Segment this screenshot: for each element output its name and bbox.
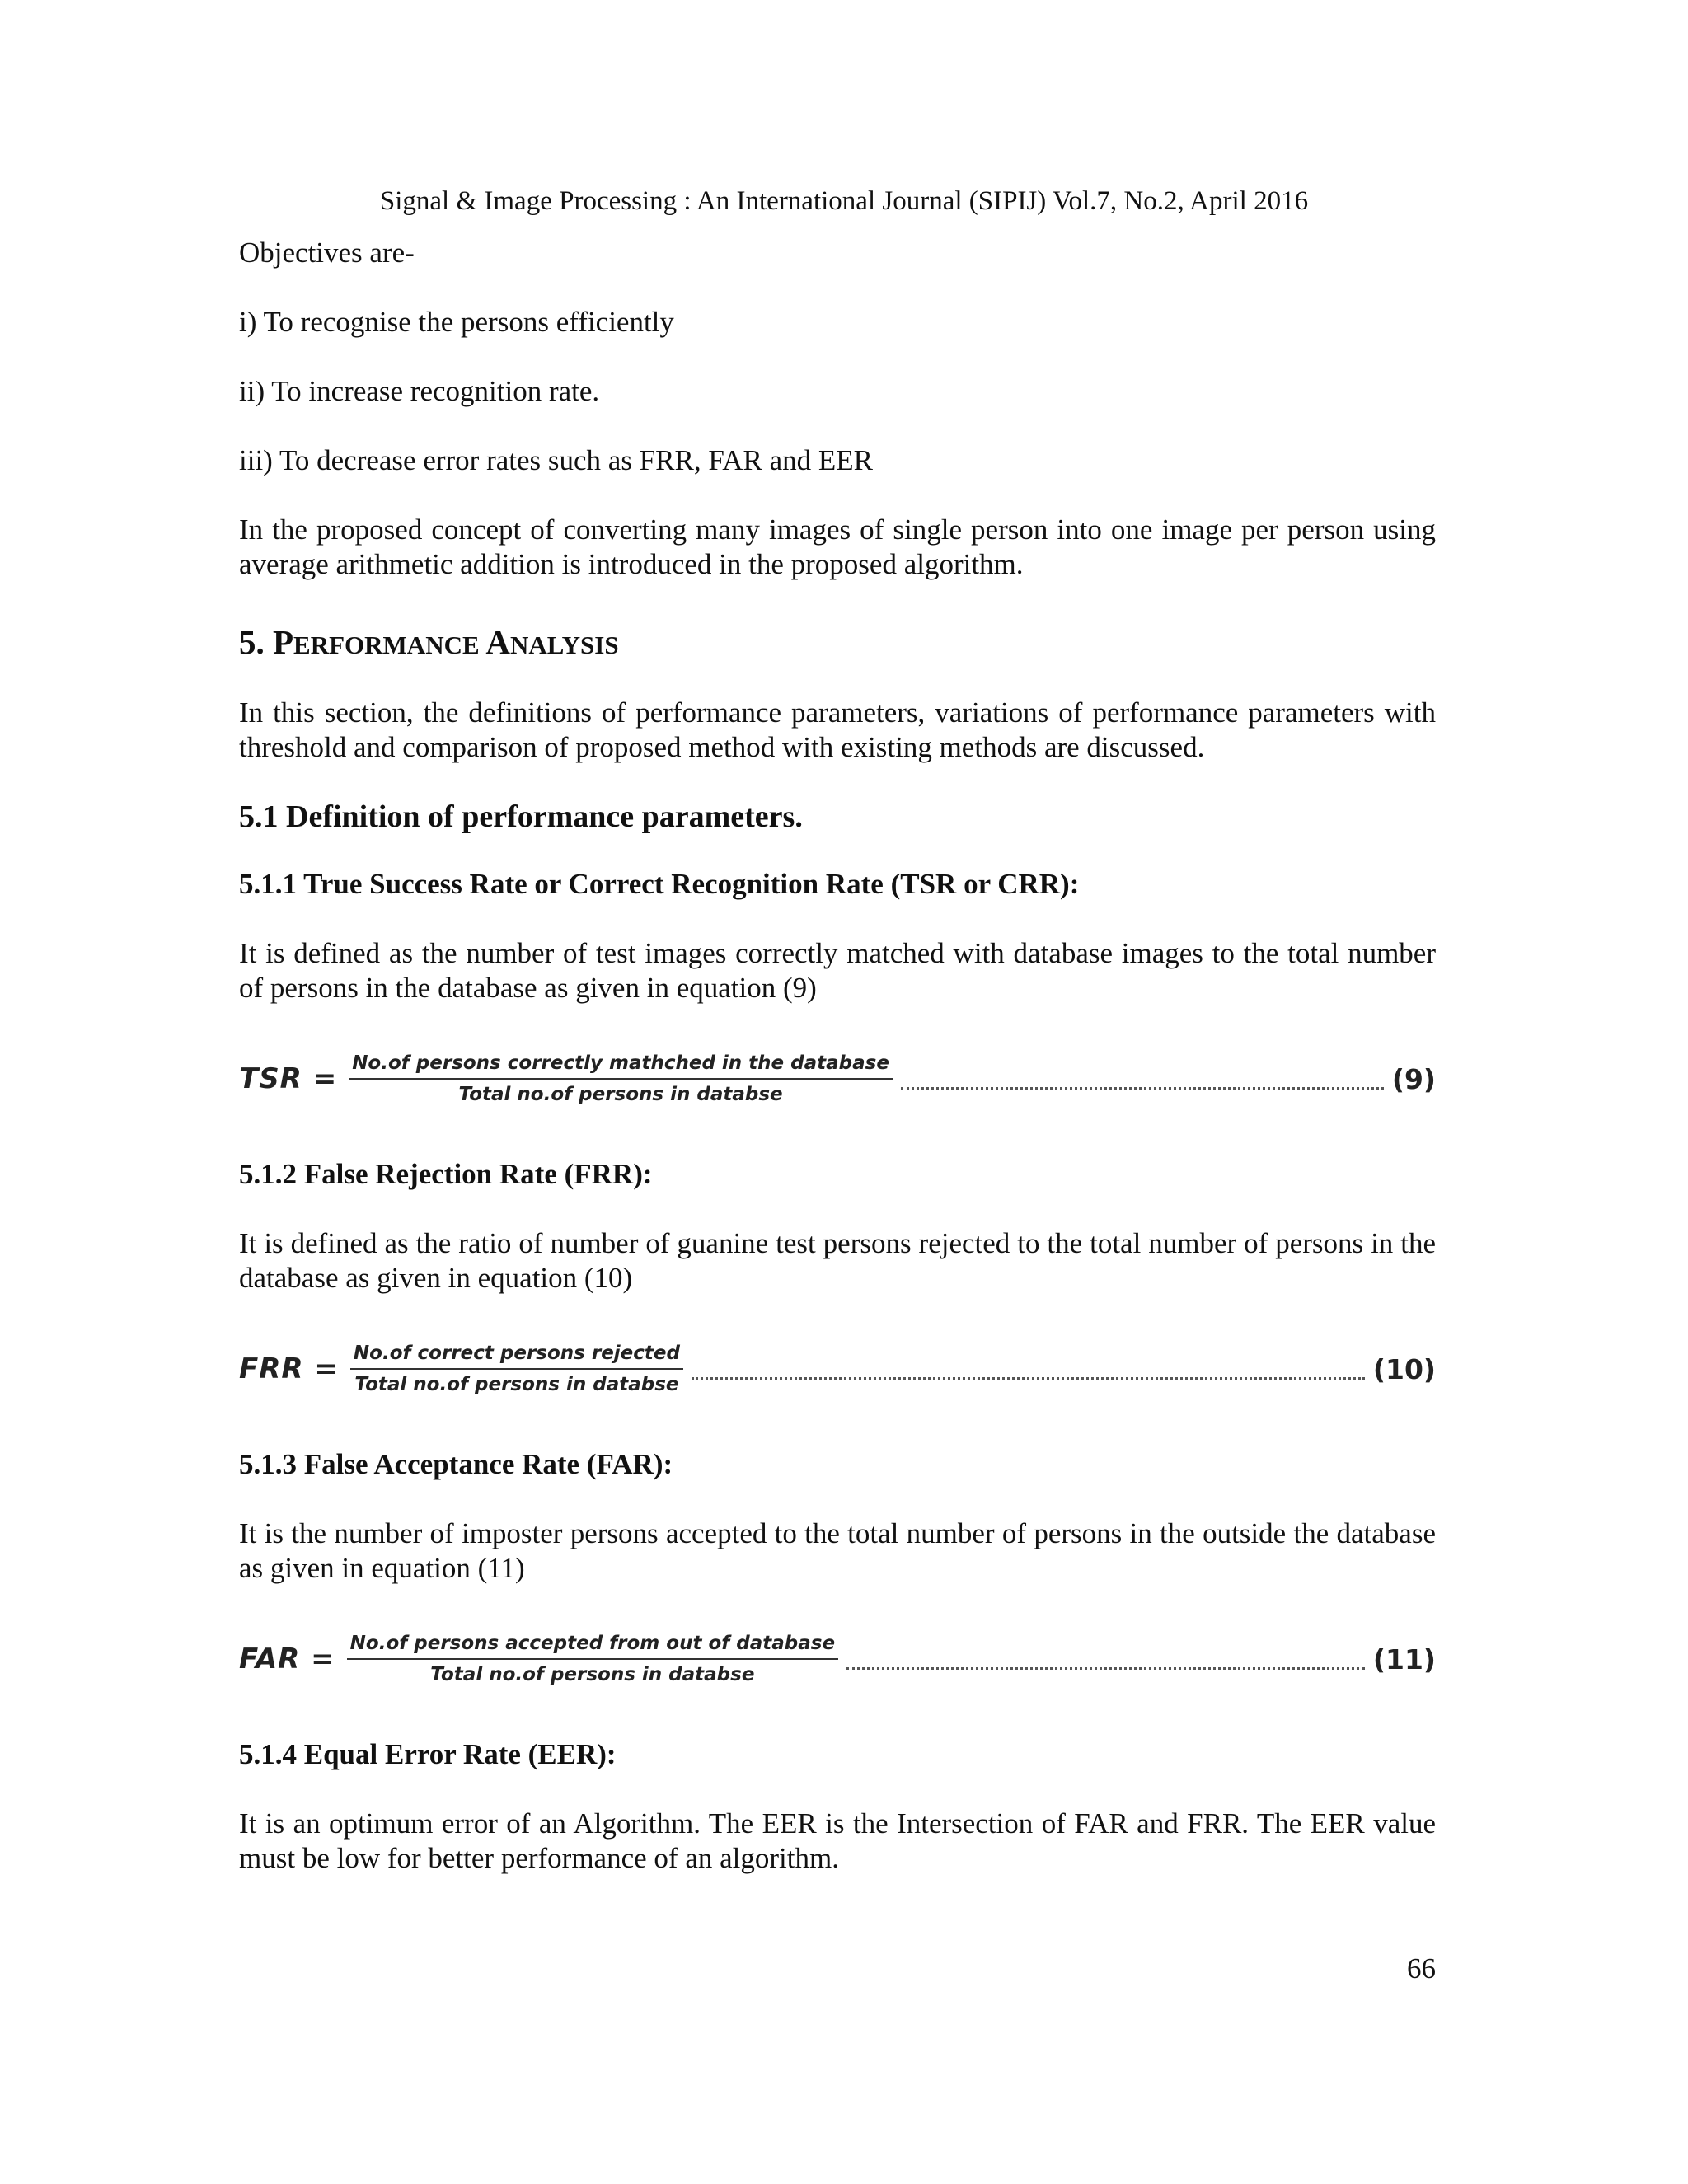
section-5-heading: [239, 621, 1436, 666]
equation-9-number: (9): [1391, 1062, 1436, 1095]
equation-11-lhs: FAR =: [239, 1643, 335, 1675]
equation-9-fraction: [349, 1052, 893, 1105]
section-5-paragraph: In this section, the definitions of performance parameters, variations of performance parameters with threshold and comparison of proposed method with existing methods are discussed.: [239, 696, 1436, 763]
equation-10-lhs: FRR =: [239, 1352, 339, 1385]
section-5-title-p: P: [273, 623, 294, 661]
equation-11-leader-dots: [846, 1667, 1365, 1670]
equation-10-number: (10): [1372, 1352, 1436, 1385]
equation-10-leader-dots: [692, 1377, 1365, 1380]
equation-9-lhs: TSR =: [239, 1062, 338, 1095]
section-5-title-a: A: [485, 623, 511, 661]
equation-9-denominator: Total no.of persons in databse: [458, 1084, 783, 1105]
equation-9-leader-dots: [901, 1087, 1384, 1090]
running-header: Signal & Image Processing : An International Journal (SIPIJ) Vol.7, No.2, April 2016: [379, 186, 1309, 216]
subsection-5-1-2-text: It is defined as the ratio of number of guanine test persons rejected to the total number of persons in the database as given in equation (10): [239, 1227, 1436, 1294]
equation-11-denominator: Total no.of persons in databse: [430, 1664, 755, 1685]
equation-9-numerator: No.of persons correctly mathched in the database: [349, 1052, 893, 1080]
subsection-5-1-1-heading: 5.1.1 True Success Rate or Correct Recognition Rate (TSR or CRR):: [239, 868, 1080, 900]
equation-11-number: (11): [1372, 1643, 1436, 1675]
subsection-5-1-2-heading: 5.1.2 False Rejection Rate (FRR):: [239, 1158, 653, 1190]
equation-10-denominator: Total no.of persons in databse: [354, 1374, 679, 1395]
page-number: 66: [1407, 1952, 1436, 1985]
subsection-5-1-heading: 5.1 Definition of performance parameters.: [239, 799, 803, 834]
equation-10-numerator: No.of correct persons rejected: [350, 1343, 683, 1370]
page-content: [239, 236, 1436, 1876]
equation-11-numerator: No.of persons accepted from out of database: [347, 1633, 838, 1660]
subsection-5-1-4-text: It is an optimum error of an Algorithm. The EER is the Intersection of FAR and FRR. The EER value must be low for better performance of an algorithm.: [239, 1807, 1436, 1874]
subsection-5-1-3-text: It is the number of imposter persons accepted to the total number of persons in the outside the database as given in equation (11): [239, 1517, 1436, 1584]
equation-10-fraction: [350, 1343, 683, 1395]
objectives-label: Objectives are-: [239, 237, 415, 269]
objective-item-2: ii) To increase recognition rate.: [239, 375, 600, 407]
section-5-title-p-rest: ERFORMANCE: [293, 630, 486, 659]
section-5-number: 5.: [239, 623, 273, 661]
intro-paragraph: In the proposed concept of converting many images of single person into one image per person using average arithmetic addition is introduced in the proposed algorithm.: [239, 513, 1436, 580]
subsection-5-1-4-heading: 5.1.4 Equal Error Rate (EER):: [239, 1738, 617, 1770]
subsection-5-1-3-heading: 5.1.3 False Acceptance Rate (FAR):: [239, 1448, 673, 1480]
equation-9: [239, 1042, 1436, 1116]
equation-11-fraction: [347, 1633, 838, 1685]
equation-10: [239, 1332, 1436, 1406]
subsection-5-1-1-text: It is defined as the number of test images correctly matched with database images to the total number of persons in the database as given in equation (9): [239, 937, 1436, 1004]
objective-item-1: i) To recognise the persons efficiently: [239, 306, 674, 338]
section-5-title-a-rest: NALYSIS: [510, 630, 619, 659]
objective-item-3: iii) To decrease error rates such as FRR, FAR and EER: [239, 444, 873, 476]
equation-11: [239, 1622, 1436, 1696]
